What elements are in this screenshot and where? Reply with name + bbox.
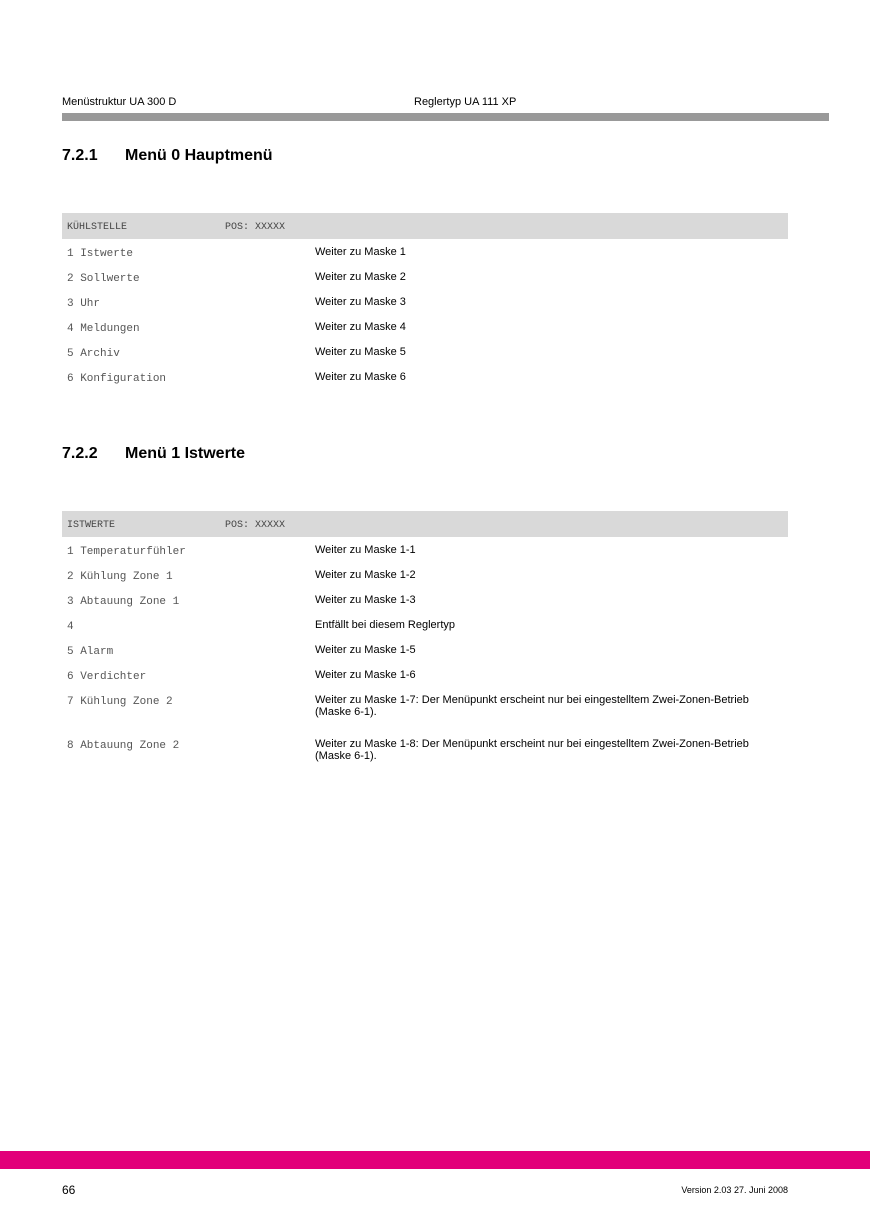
menu-item-code: 6 Konfiguration (67, 373, 167, 385)
menu-item-code: 1 Temperaturfühler (67, 546, 186, 558)
menu-item-description: Weiter zu Maske 2 (315, 271, 406, 283)
menu-screen-pos: POS: XXXXX (225, 222, 286, 233)
menu-item-code: 3 Uhr (67, 298, 101, 310)
menu-table-header (62, 213, 788, 239)
menu-row (62, 537, 788, 562)
section-title: Menü 0 Hauptmenü (125, 147, 273, 164)
menu-row (62, 731, 788, 775)
menu-row (62, 239, 788, 264)
menu-item-description: Weiter zu Maske 1-2 (315, 569, 416, 581)
menu-item-description: Weiter zu Maske 3 (315, 296, 406, 308)
menu-screen-pos: POS: XXXXX (225, 520, 286, 531)
header-controller-type: Reglertyp UA 111 XP (414, 96, 517, 108)
section-title: Menü 1 Istwerte (125, 445, 246, 462)
menu-item-description: Entfällt bei diesem Reglertyp (315, 619, 456, 631)
menu-row (62, 289, 788, 314)
menu-row (62, 587, 788, 612)
menu-item-description: Weiter zu Maske 1-3 (315, 594, 416, 606)
version-date: Version 2.03 27. Juni 2008 (681, 1185, 788, 1195)
menu-item-description: Weiter zu Maske 1-1 (315, 544, 416, 556)
menu-item-code: 5 Archiv (67, 348, 120, 360)
menu-row (62, 612, 788, 637)
menu-item-description: Weiter zu Maske 1-8: Der Menüpunkt erscheint nur bei eingestelltem Zwei-Zonen-Betrieb (Maske 6-1). (315, 738, 749, 762)
menu-item-description: Weiter zu Maske 1-5 (315, 644, 416, 656)
header-rule (62, 113, 829, 121)
menu-row (62, 562, 788, 587)
menu-item-code: 2 Kühlung Zone 1 (67, 571, 173, 583)
menu-row (62, 314, 788, 339)
menu-item-description: Weiter zu Maske 1 (315, 246, 406, 258)
menu-item-code: 4 (67, 621, 74, 633)
menu-item-code: 3 Abtauung Zone 1 (67, 596, 180, 608)
section-number: 7.2.2 (62, 445, 98, 462)
menu-item-code: 7 Kühlung Zone 2 (67, 696, 173, 708)
section-heading-main-menu (62, 147, 273, 165)
header-document-title: Menüstruktur UA 300 D (62, 96, 177, 108)
menu-table-main (62, 213, 788, 389)
section-number: 7.2.1 (62, 147, 98, 164)
menu-table-header (62, 511, 788, 537)
menu-item-code: 8 Abtauung Zone 2 (67, 740, 180, 752)
menu-item-code: 5 Alarm (67, 646, 114, 658)
menu-item-description: Weiter zu Maske 5 (315, 346, 406, 358)
page-number: 66 (62, 1183, 76, 1197)
menu-item-description: Weiter zu Maske 6 (315, 371, 406, 383)
section-heading-actual-values (62, 445, 245, 463)
menu-row (62, 264, 788, 289)
menu-item-description: Weiter zu Maske 1-6 (315, 669, 416, 681)
menu-row (62, 339, 788, 364)
menu-item-description: Weiter zu Maske 4 (315, 321, 406, 333)
menu-item-code: 1 Istwerte (67, 248, 134, 260)
menu-item-code: 2 Sollwerte (67, 273, 140, 285)
menu-row (62, 687, 788, 731)
menu-table-actual-values (62, 511, 788, 775)
menu-row (62, 637, 788, 662)
menu-item-description: Weiter zu Maske 1-7: Der Menüpunkt erscheint nur bei eingestelltem Zwei-Zonen-Betrieb (Maske 6-1). (315, 694, 749, 718)
menu-screen-title: ISTWERTE (67, 520, 116, 531)
menu-row (62, 364, 788, 389)
menu-screen-title: KÜHLSTELLE (67, 222, 128, 233)
menu-row (62, 662, 788, 687)
menu-item-code: 6 Verdichter (67, 671, 147, 683)
menu-item-code: 4 Meldungen (67, 323, 140, 335)
footer-color-band (0, 1151, 870, 1169)
